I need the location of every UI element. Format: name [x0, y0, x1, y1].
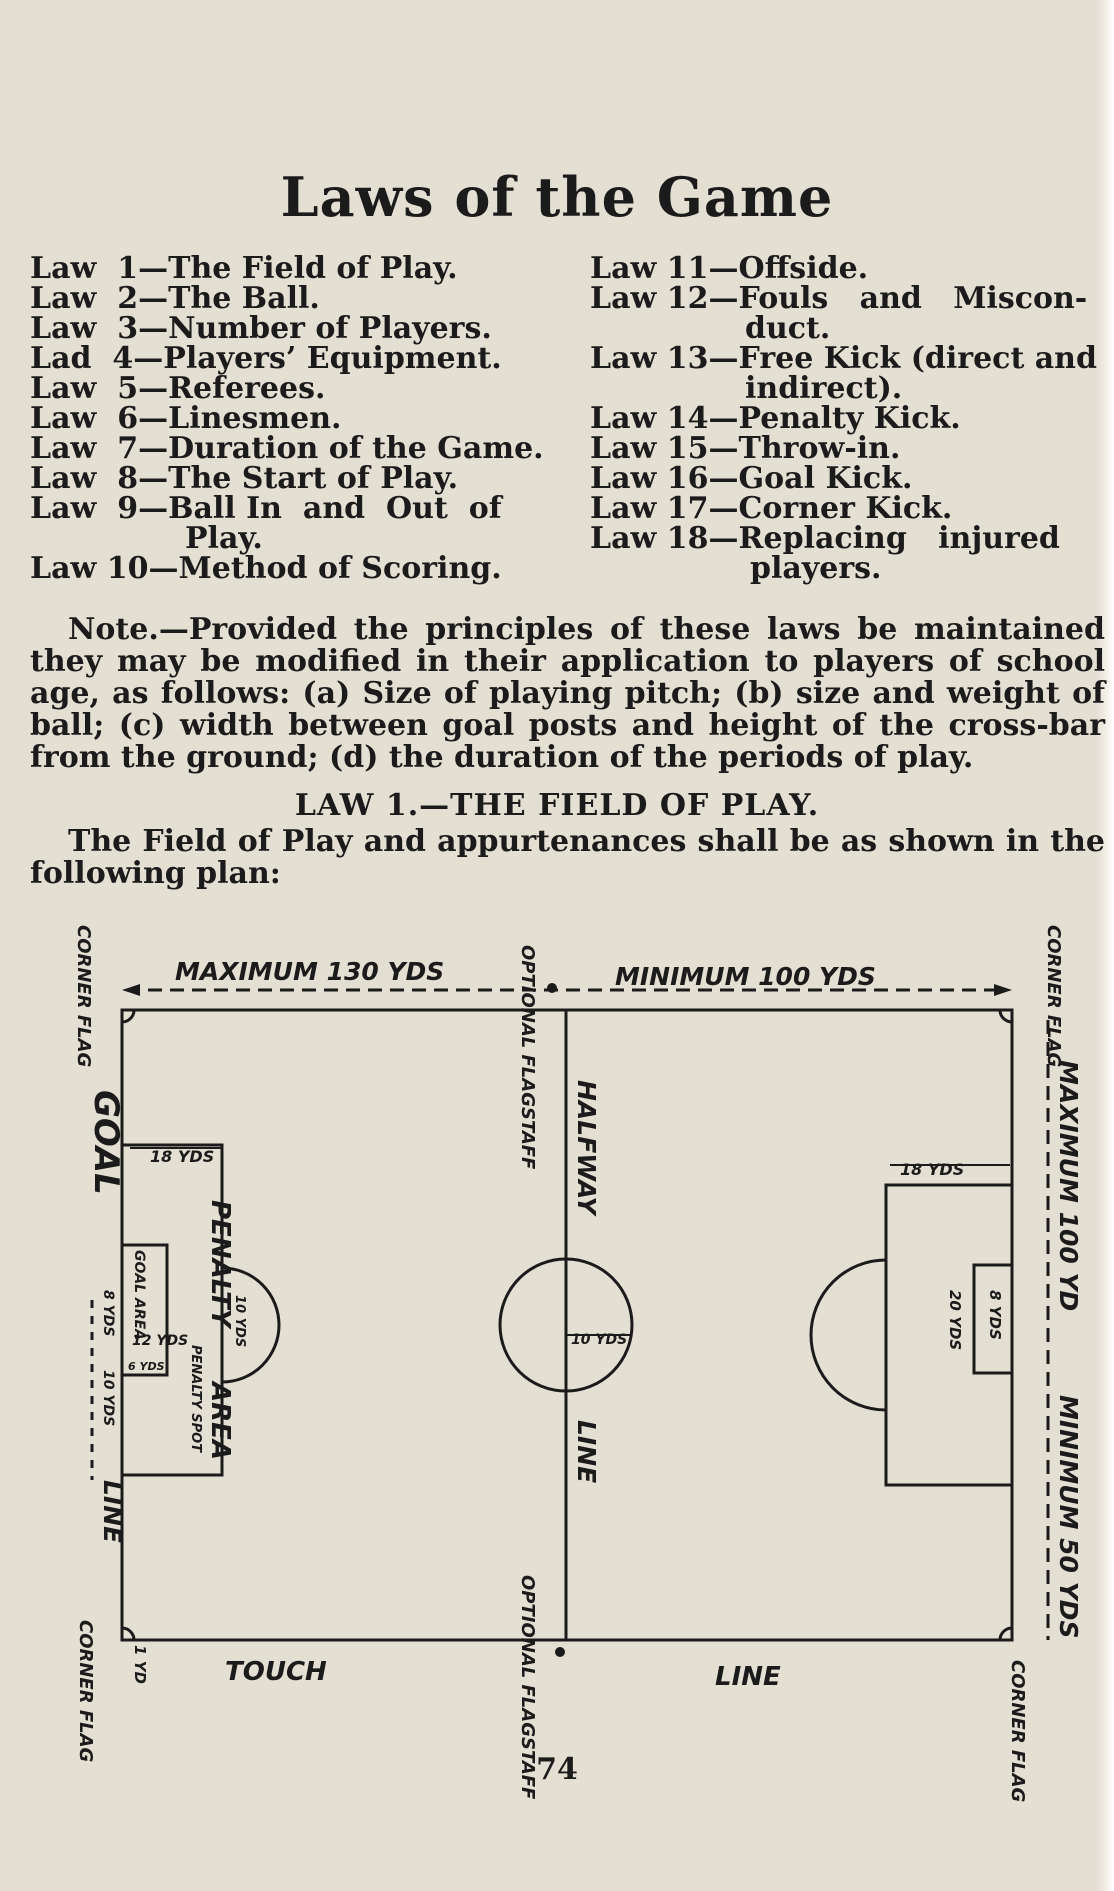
optional-flagstaff-label: OPTIONAL FLAGSTAFF — [517, 1575, 538, 1800]
law-item: Law 18—Replacing injured — [590, 521, 1060, 556]
twenty-yds-label: 20 YDS — [946, 1290, 964, 1351]
ten-yds-small-label: 10 YDS — [232, 1295, 247, 1348]
law-item: Law 3—Number of Players. — [30, 311, 492, 346]
twelve-yds-label: 12 YDS — [132, 1333, 189, 1349]
note-paragraph: Note.—Provided the principles of these laws be maintained they may be modified in their application to players of school age, as follows: (a) Size of playing pitch; (b) size and weight of ball; (c) width between goal posts and height of the cross-bar from the ground; (d) the duration of the periods of play. — [30, 612, 1105, 775]
law-item: Law 8—The Start of Play. — [30, 461, 459, 496]
max-length-label: MAXIMUM 130 YDS — [175, 957, 445, 986]
six-yds-label: 6 YDS — [128, 1360, 165, 1373]
law-item-continuation: duct. — [745, 311, 831, 346]
min-length-label: MINIMUM 100 YDS — [615, 962, 876, 991]
law-item: Lad 4—Players’ Equipment. — [30, 341, 502, 376]
min-width-label: MINIMUM 50 YDS — [1054, 1395, 1083, 1639]
goal-area-label: GOAL AREA — [131, 1250, 147, 1341]
line-label: LINE — [572, 1420, 601, 1484]
law-item: Law 15—Throw-in. — [590, 431, 901, 466]
page-title: Laws of the Game — [280, 165, 834, 229]
law-item: Law 11—Offside. — [590, 251, 869, 286]
touch-line-label: LINE — [715, 1662, 781, 1692]
halfway-label: HALFWAY — [572, 1080, 601, 1215]
penalty-arc-right — [811, 1260, 886, 1410]
law-item: Law 10—Method of Scoring. — [30, 551, 502, 586]
law-item: Law 1—The Field of Play. — [30, 251, 458, 286]
corner-flag-label: CORNER FLAG — [75, 1620, 96, 1763]
intro-paragraph: The Field of Play and appurtenances shall be as shown in the following plan: — [30, 824, 1105, 891]
law-item: Law 16—Goal Kick. — [590, 461, 913, 496]
penalty-spot-label: PENALTY SPOT — [188, 1345, 203, 1453]
law-item: Law 14—Penalty Kick. — [590, 401, 961, 436]
corner-flag-label: CORNER FLAG — [1043, 925, 1064, 1068]
law-item-continuation: players. — [750, 551, 882, 586]
eight-yds-label: 8 YDS — [986, 1290, 1004, 1340]
one-yd-label: 1 YD — [131, 1645, 149, 1684]
law-item: Law 12—Fouls and Miscon- — [590, 281, 1088, 316]
optional-flagstaff-label: OPTIONAL FLAGSTAFF — [517, 945, 538, 1170]
law-item: Law 9—Ball In and Out of — [30, 491, 502, 526]
ten-yds-label: 10 YDS — [571, 1332, 628, 1348]
law-item-continuation: Play. — [185, 521, 263, 556]
penalty-label: PENALTY — [205, 1200, 235, 1328]
touch-label: TOUCH — [225, 1657, 327, 1687]
max-width-label: MAXIMUM 100 YD — [1054, 1060, 1083, 1312]
corner-flag-label: CORNER FLAG — [73, 925, 94, 1068]
flagstaff-marker — [547, 983, 557, 993]
law-item-continuation: indirect). — [745, 371, 903, 406]
goal-line-pre-label: 10 YDS — [100, 1370, 116, 1427]
law-item: Law 7—Duration of the Game. — [30, 431, 544, 466]
eighteen-yds-label: 18 YDS — [150, 1147, 215, 1166]
law-item: Law 5—Referees. — [30, 371, 326, 406]
page-number: 74 — [536, 1752, 578, 1787]
eighteen-yds-label: 18 YDS — [900, 1160, 965, 1179]
section-heading: LAW 1.—THE FIELD OF PLAY. — [294, 788, 820, 823]
goal-line-left-label: LINE — [98, 1480, 127, 1544]
corner-flag-label: CORNER FLAG — [1007, 1660, 1028, 1803]
goal-label: GOAL — [86, 1090, 126, 1195]
flagstaff-marker — [555, 1647, 565, 1657]
law-item: Law 6—Linesmen. — [30, 401, 342, 436]
law-item: Law 13—Free Kick (direct and — [590, 341, 1097, 376]
arrow-left-icon — [122, 984, 140, 996]
eight-yds-left-label: 8 YDS — [100, 1290, 116, 1337]
law-item: Law 17—Corner Kick. — [590, 491, 953, 526]
area-label: AREA — [205, 1382, 235, 1461]
law-item: Law 2—The Ball. — [30, 281, 320, 316]
arrow-right-icon — [994, 984, 1012, 996]
